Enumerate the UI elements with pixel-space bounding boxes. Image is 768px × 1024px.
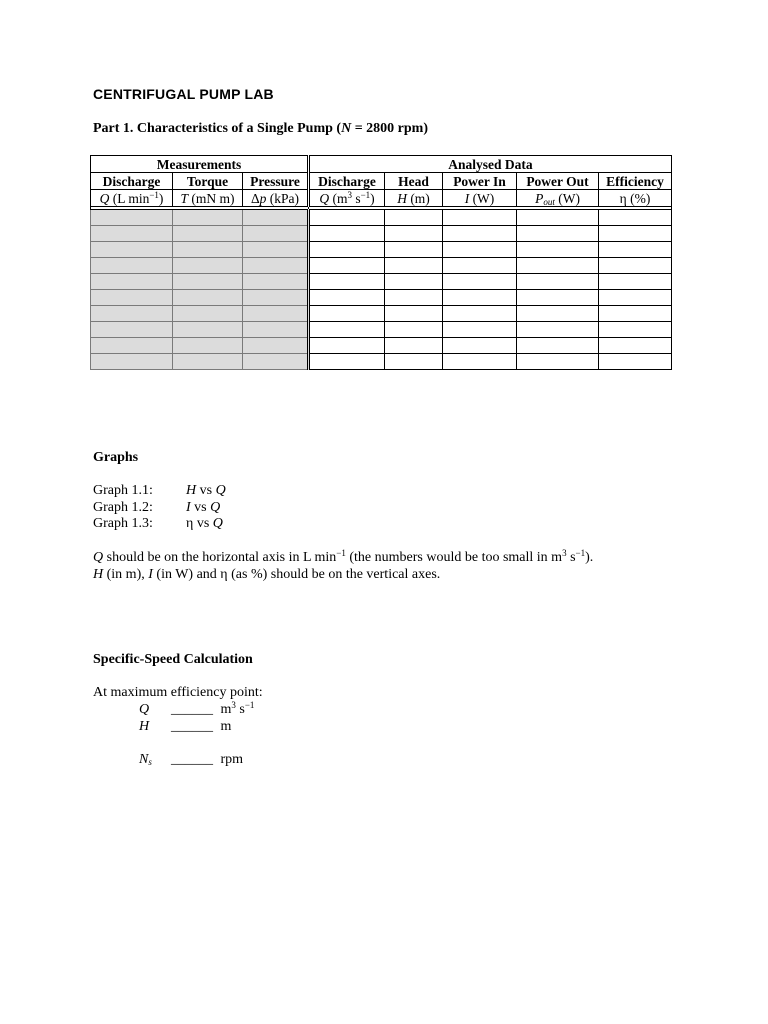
analysed-cell[interactable] (385, 274, 443, 290)
column-header: Head (385, 173, 443, 190)
analysed-cell[interactable] (385, 354, 443, 370)
analysed-cell[interactable] (309, 290, 385, 306)
analysed-cell[interactable] (517, 210, 599, 226)
analysed-cell[interactable] (517, 242, 599, 258)
measurement-cell[interactable] (243, 210, 309, 226)
unit-power-in: I (W) (443, 190, 517, 207)
graph-item: Graph 1.2: I vs Q (93, 500, 221, 515)
analysed-cell[interactable] (599, 306, 672, 322)
unit-torque: T (mN m) (173, 190, 243, 207)
measurement-cell[interactable] (243, 258, 309, 274)
analysed-cell[interactable] (443, 242, 517, 258)
analysed-cell[interactable] (309, 322, 385, 338)
unit-discharge-l: Q (L $\min^{-1}$) (91, 190, 173, 207)
analysed-cell[interactable] (385, 306, 443, 322)
analysed-cell[interactable] (517, 338, 599, 354)
analysed-cell[interactable] (309, 226, 385, 242)
column-header: Torque (173, 173, 243, 190)
measurement-cell[interactable] (91, 226, 173, 242)
analysed-cell[interactable] (599, 290, 672, 306)
analysed-cell[interactable] (517, 226, 599, 242)
measurement-cell[interactable] (243, 290, 309, 306)
analysed-cell[interactable] (599, 242, 672, 258)
table-row (91, 242, 672, 258)
measurement-cell[interactable] (243, 322, 309, 338)
measurement-cell[interactable] (173, 210, 243, 226)
measurement-cell[interactable] (91, 322, 173, 338)
analysed-cell[interactable] (517, 274, 599, 290)
graph-note-vertical: H (in m), I (in W) and η (as %) should be on the vertical axes. (93, 567, 441, 582)
measurement-cell[interactable] (173, 322, 243, 338)
analysed-cell[interactable] (309, 274, 385, 290)
blank-q: ______ (171, 702, 213, 717)
analysed-cell[interactable] (385, 242, 443, 258)
part1-heading: Part 1. Characteristics of a Single Pump (N = 2800 rpm) (93, 121, 429, 136)
measurement-cell[interactable] (173, 274, 243, 290)
specific-speed-heading: Specific-Speed Calculation (93, 652, 253, 667)
measurement-cell[interactable] (91, 306, 173, 322)
analysed-cell[interactable] (309, 242, 385, 258)
analysed-cell[interactable] (309, 306, 385, 322)
measurement-cell[interactable] (243, 242, 309, 258)
analysed-cell[interactable] (599, 354, 672, 370)
table-row (91, 338, 672, 354)
column-header: Power In (443, 173, 517, 190)
graphs-heading: Graphs (93, 450, 139, 465)
measurement-cell[interactable] (243, 354, 309, 370)
measurements-group-header: Measurements (91, 156, 309, 173)
table-units-row (91, 190, 672, 207)
analysed-cell[interactable] (309, 354, 385, 370)
table-group-header-row (91, 156, 672, 173)
measurement-cell[interactable] (91, 210, 173, 226)
analysed-cell[interactable] (385, 210, 443, 226)
table-row (91, 226, 672, 242)
measurement-cell[interactable] (173, 290, 243, 306)
analysed-cell[interactable] (385, 258, 443, 274)
measurement-cell[interactable] (91, 338, 173, 354)
analysed-cell[interactable] (599, 226, 672, 242)
column-header: Power Out (517, 173, 599, 190)
analysed-cell[interactable] (517, 354, 599, 370)
unit-discharge-m3: Q ($m^3$ $s^{-1}$) (309, 190, 385, 207)
analysed-cell[interactable] (599, 274, 672, 290)
analysed-cell[interactable] (385, 322, 443, 338)
analysed-cell[interactable] (599, 210, 672, 226)
measurement-cell[interactable] (243, 338, 309, 354)
analysed-cell[interactable] (599, 338, 672, 354)
analysed-cell[interactable] (599, 258, 672, 274)
table-row (91, 354, 672, 370)
blank-ns: ______ (171, 752, 213, 767)
analysed-cell[interactable] (443, 338, 517, 354)
analysed-cell[interactable] (309, 338, 385, 354)
calc-row-q: Q ______ $m^3$ $s^{-1}$ (139, 700, 255, 717)
column-header: Discharge (91, 173, 173, 190)
table-row (91, 306, 672, 322)
page-title: CENTRIFUGAL PUMP LAB (93, 86, 274, 102)
measurement-cell[interactable] (243, 226, 309, 242)
analysed-cell[interactable] (443, 306, 517, 322)
column-header: Efficiency (599, 173, 672, 190)
unit-pressure: Δp (kPa) (243, 190, 309, 207)
analysed-cell[interactable] (309, 210, 385, 226)
measurement-cell[interactable] (173, 242, 243, 258)
measurement-cell[interactable] (243, 274, 309, 290)
blank-h: ______ (171, 719, 213, 734)
table-row (91, 274, 672, 290)
table-body (91, 210, 672, 370)
table-row (91, 210, 672, 226)
analysed-cell[interactable] (517, 322, 599, 338)
analysed-cell[interactable] (517, 258, 599, 274)
graph-note-horizontal: Q should be on the horizontal axis in L $\min^{-1} (the$ numbers would be too small in $m^3$ $s^{-1}$). (93, 548, 594, 565)
measurement-cell[interactable] (243, 306, 309, 322)
analysed-cell[interactable] (443, 210, 517, 226)
measurement-cell[interactable] (173, 306, 243, 322)
measurement-cell[interactable] (91, 290, 173, 306)
unit-power-out: $P_{out}$ (W) (517, 190, 599, 207)
data-table (90, 155, 672, 370)
graph-item: Graph 1.3: η vs Q (93, 516, 223, 531)
analysed-cell[interactable] (309, 258, 385, 274)
analysed-cell[interactable] (443, 274, 517, 290)
table-column-header-row (91, 173, 672, 190)
analysed-cell[interactable] (517, 306, 599, 322)
analysed-cell[interactable] (517, 290, 599, 306)
column-header: Discharge (309, 173, 385, 190)
measurement-cell[interactable] (91, 258, 173, 274)
table-row (91, 258, 672, 274)
graph-item: Graph 1.1: H vs Q (93, 483, 226, 498)
specific-speed-intro: At maximum efficiency point: (93, 685, 263, 700)
measurement-cell[interactable] (173, 258, 243, 274)
analysed-cell[interactable] (443, 258, 517, 274)
analysed-cell[interactable] (443, 322, 517, 338)
analysed-cell[interactable] (443, 226, 517, 242)
measurement-cell[interactable] (173, 226, 243, 242)
table-row (91, 322, 672, 338)
calc-row-h: H ______ m (139, 719, 232, 734)
analysed-cell[interactable] (599, 322, 672, 338)
measurement-cell[interactable] (173, 354, 243, 370)
measurement-cell[interactable] (91, 242, 173, 258)
measurement-cell[interactable] (173, 338, 243, 354)
analysed-group-header: Analysed Data (309, 156, 672, 173)
column-header: Pressure (243, 173, 309, 190)
measurement-cell[interactable] (91, 274, 173, 290)
analysed-cell[interactable] (385, 338, 443, 354)
calc-row-ns: $N_s$ ______ rpm (139, 752, 244, 767)
measurement-cell[interactable] (91, 354, 173, 370)
unit-head: H (m) (385, 190, 443, 207)
analysed-cell[interactable] (385, 226, 443, 242)
analysed-cell[interactable] (443, 354, 517, 370)
analysed-cell[interactable] (443, 290, 517, 306)
unit-efficiency: η (%) (599, 190, 672, 207)
table-row (91, 290, 672, 306)
analysed-cell[interactable] (385, 290, 443, 306)
